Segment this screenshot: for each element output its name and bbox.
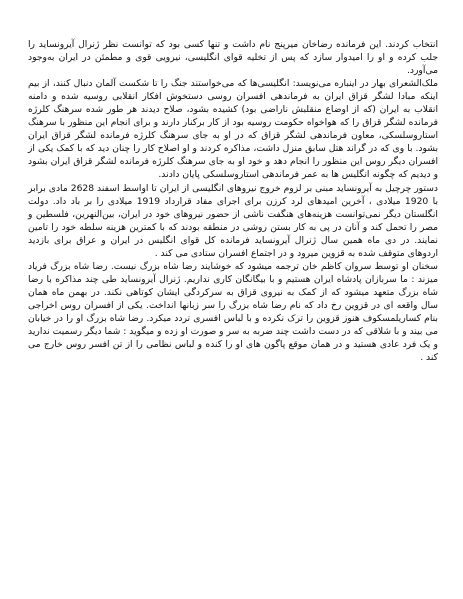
paragraph-4: سخنان او توسط سروان کاظم خان ترجمه میشود که خوشایند رضا شاه بزرگ نیست. رضا شاه بزرگ فریاد میزند : ما سربازان پادشاه ایران هستیم و با بیگانگان کاری نداریم. ژنرال آیرونساید طی چند مذاکره با رضا شاه بزرگ متعهد میشود که از کمک به نیروی قزاق به سرکردگی ایشان کوتاهی نکند. در بهمن ماه همان سال واقعه ای در قزوین رخ داد که نام رضا شاه بزرگ را سر زبانها انداخت. یکی از افسران روس اخراجی بنام کساریلمسکوف هنوز قزوین را ترک نکرده و با لباس افسری تردد میکرد. رضا شاه بزرگ او را در خیابان می بیند و با شلاقی که در دست داشت چند ضربه به سر و صورت او زده و میگوید : شما دیگر رسمیت ندارید و یک فرد عادی هستید و در همان موقع پاگون های او را کنده و لباس نظامی را از تن افسر روس خارج می کند . (28, 260, 438, 364)
document-body (28, 38, 438, 364)
paragraph-2: ملک‌الشعرای بهار در اینباره می‌نویسد: انگلیسی‌ها که می‌خواستند جنگ را تا شکست آلمان دنبال کنند، از بیم اینکه مبادا لشگر قزاق ایران به فرماندهی افسران روسی دستخوش افکار انقلابی روسیه شده و دامنه انقلاب به ایران (که از اوضاع منقلبش ناراضی بود) کشیده بشود، صلاح دیدند هر طور شده سرهنگ کلرژه فرمانده لشگر قزاق را که هواخواه حکومت روسیه بود از کار برکنار دارند و برای انجام این منظور با سرهنگ استاروسلسکی، معاون فرماندهی لشگر قزاق که در او به جای سرهنگ کلرژه فرمانده لشگر قزاق ایران بشود. با وی که در گراند هتل سابق منزل داشت، مذاکره کردند و او اصلاح کار را چنان دید که با کمک یکی از افسران دیگر روس این منظور را انجام دهد و خود او به جای سرهنگ کلرژه فرمانده لشگر قزاق ایران بشود و دیدیم که چگونه انگلیس ها به عمر فرماندهی استاروسلسکی پایان دادند. (28, 78, 438, 181)
paragraph-3: دستور چرچیل به آیرونساید مبنی بر لزوم خروج نیروهای انگلیسی از ایران تا اواسط اسفند 2628 مادی برابر با 1920 میلادی ، آخرین امیدهای لرد کرزن برای اجرای مفاد قرارداد 1919 میلادی را بر باد داد. دولت انگلستان دیگر نمی‌توانست هزینه‌های هنگفت ناشی از حضور نیروهای خود در ایران، بین‌النهرین، فلسطین و مصر را تحمل کند و آنان در پی به کار بستن روشی در منطقه بودند که با کمترین هزینه سلطه خود را تامین نمایند. در دی ماه همین سال ژنرال آیرونساید فرمانده کل قوای انگلیس در ایران و عراق برای بازدید اردوهای متوقف شده به قزوین میرود و در اجتماع افسران ستادی می کند . (28, 182, 438, 259)
paragraph-1: انتخاب کردند. این فرمانده رضاخان میرپنج نام داشت و تنها کسی بود که توانست نظر ژنرال آیرونساید را جلب کرده و او را امیدوار سازد که پس از تخلیه قوای انگلیسی، نیرویی قوی و مطمئن در ایران به‌وجود می‌آورد. (28, 39, 438, 77)
